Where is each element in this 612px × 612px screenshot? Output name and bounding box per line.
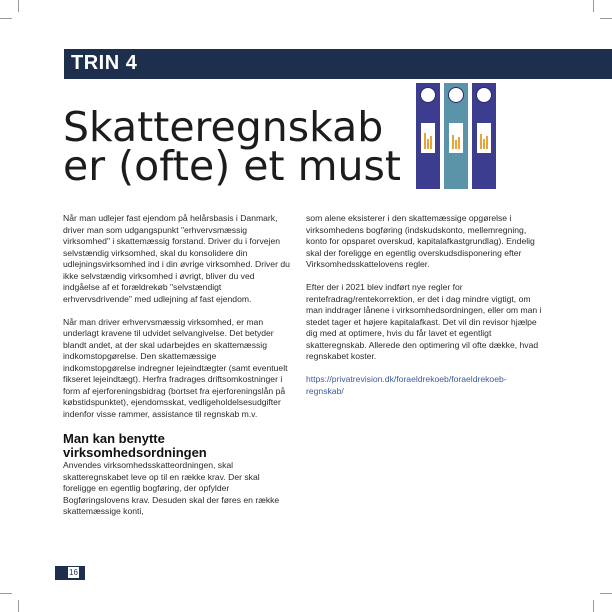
paragraph: Anvendes virksomhedsskatteordningen, skal skatteregnskabet leve op til en række krav. Der skal foreligge en egentlig bogføring, der opfylder Bogføringslovens krav. Desuden skal der føres en række skattemæssige konti, — [63, 460, 280, 516]
crop-mark — [593, 600, 594, 612]
binder-ring-1 — [421, 88, 436, 103]
right-column — [306, 213, 542, 409]
binder-ring-2 — [449, 88, 464, 103]
paragraph: Når man driver erhvervsmæssig virksomhed, er man underlagt kravene til udvidet selvangivelse. Det betyder blandt andet, at der skal udarbejdes en skattemæssig indkomstopgørelse. Den skattemæssige indkomstopgørelse indregner lejeindtægter (samt eventuelt fikseret lejeindtægt). Herfra fradrages driftsomkostninger i form af ejerforeningsbidrag (bortset fra ejerforeningslån på købstidspunktet), ejendomsskat, vedligeholdelsesudgifter indenfor visse rammer, assistance til regnskab m.v. — [63, 316, 288, 419]
crop-mark — [18, 600, 19, 612]
crop-mark — [593, 0, 594, 12]
binder-ring-3 — [477, 88, 492, 103]
title-line-1: Skatteregnskab — [63, 103, 384, 151]
step-banner — [64, 49, 612, 79]
binders-illustration — [410, 77, 506, 189]
crop-mark — [0, 18, 12, 19]
section-heading: Man kan benytte virksomhedsordningen — [63, 431, 207, 460]
paragraph: som alene eksisterer i den skattemæssige opgørelse i virksomhedens bogføring (indskudskonto, mellemregning, konto for opsparet overskud, kapitalafkastgrundlag). Endelig skal der foreligge en egentlig overskudsdisponering efter Virksomhedsskattelovens regler. — [306, 213, 535, 269]
step-label: TRIN 4 — [71, 52, 138, 74]
paragraph: Efter der i 2021 blev indført nye regler for rentefradrag/rentekorrektion, er det i dag mindre vigtigt, om man inddrager lånene i virksomhedsordningen, eller om man i stedet tager et højere kapitalafkast. Det vil din revisor hjælpe dig med at optimere, hvis du får lavet et egentligt skatteregnskab. Allerede den optimering vil ofte dække, hvad regnskabet koster. — [306, 282, 542, 361]
crop-mark — [600, 593, 612, 594]
paragraph: Når man udlejer fast ejendom på helårsbasis i Danmark, driver man som udgangspunkt "erhvervsmæssig virksomhed" i skattemæssig forstand. Driver du i forvejen selvstændig virksomhed, skal du konsolidere din udlejningsvirksomhed ind i din øvrige virksomhed. Driver du ikke selvstændig virksomhed i øvrigt, bliver du ved indgåelse af et forældrekøb "selvstændigt erhvervsdrivende" med udlejning af fast ejendom. — [63, 213, 290, 304]
page-title — [63, 103, 403, 190]
crop-mark — [600, 18, 612, 19]
title-line-2: er (ofte) et must — [63, 142, 401, 190]
page-number: 16 — [69, 568, 78, 577]
crop-mark — [18, 0, 19, 12]
crop-mark — [0, 593, 12, 594]
reference-link[interactable]: https://privatrevision.dk/foraeldrekoeb/foraeldrekoeb-regnskab/ — [306, 374, 507, 396]
left-column — [63, 213, 291, 529]
